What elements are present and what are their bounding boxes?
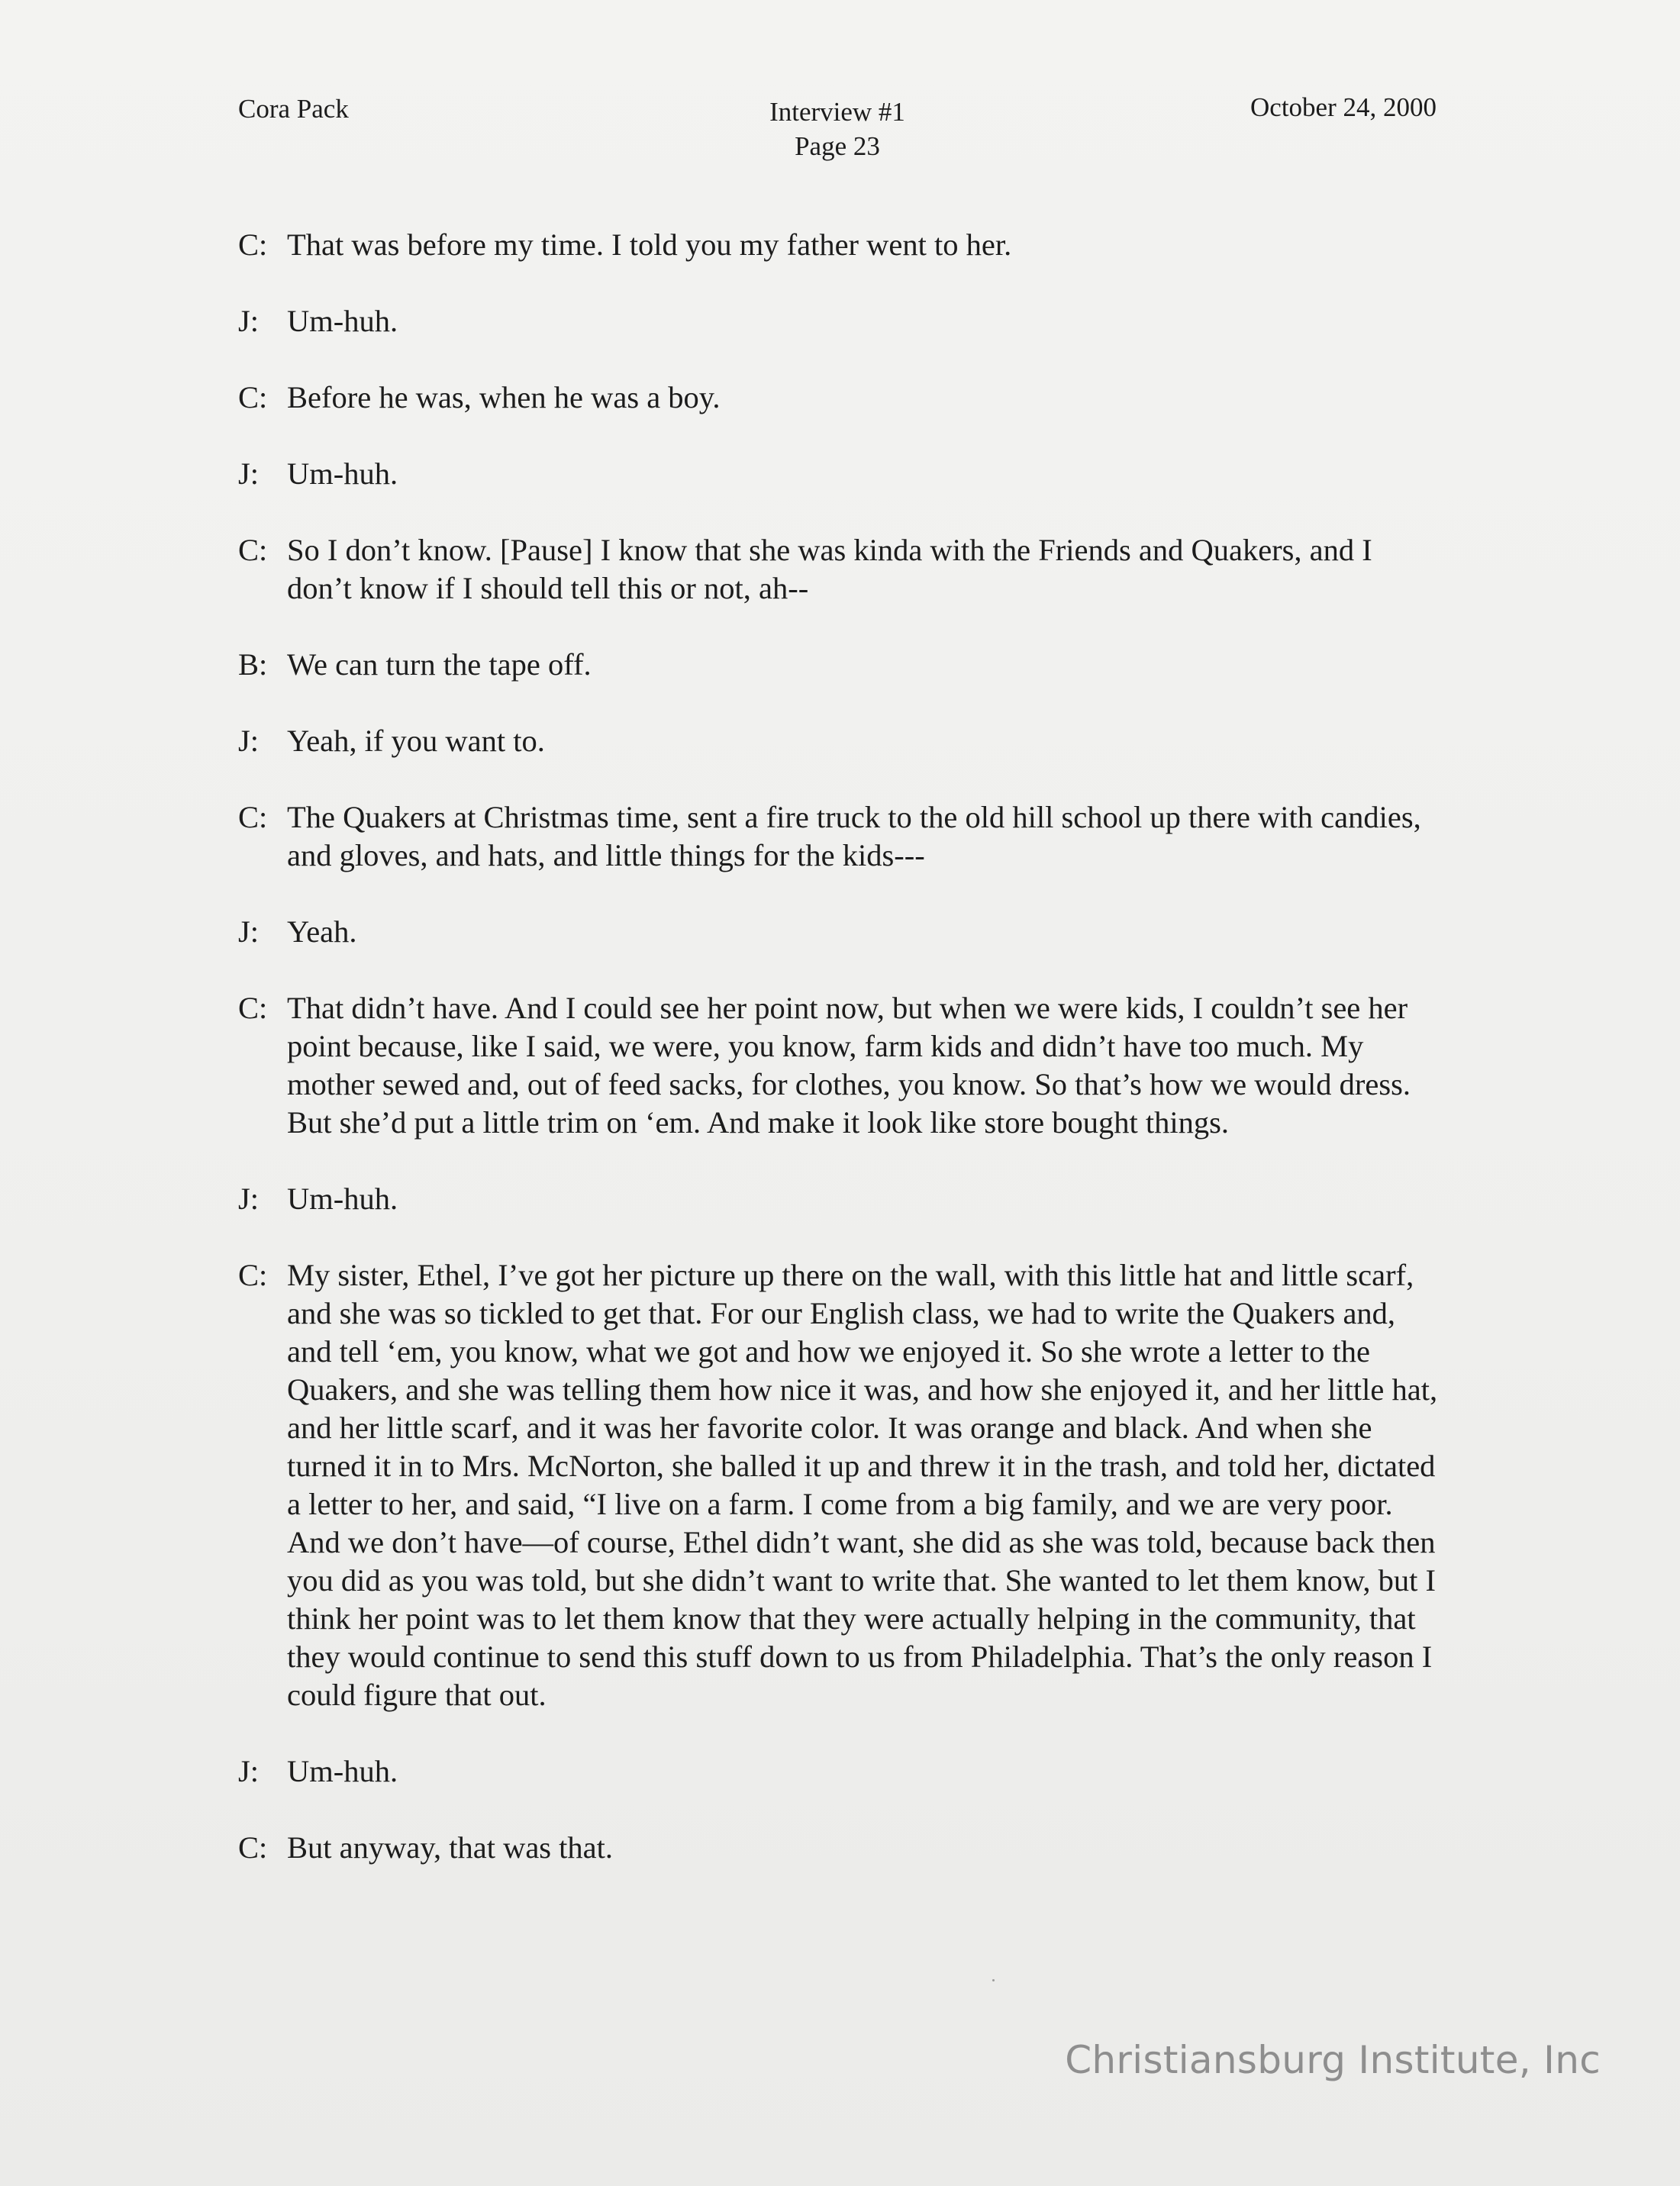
speech-text: Um-huh.: [287, 304, 398, 338]
speaker-label: J:: [238, 1182, 260, 1216]
transcript-turn: [238, 1752, 1444, 1791]
transcript-turn: [238, 798, 1444, 875]
interviewee-name: Cora Pack: [238, 94, 349, 124]
speaker-label: J:: [238, 1754, 260, 1788]
paper-speck: [992, 1979, 995, 1981]
speech-text: Yeah, if you want to.: [287, 724, 545, 758]
transcript-turn: [238, 226, 1444, 264]
speaker-label: B:: [238, 647, 268, 682]
interview-number: Interview #1: [769, 97, 905, 127]
transcript-turn: [238, 989, 1444, 1142]
transcript-turn: [238, 302, 1444, 340]
transcript-turn: [238, 913, 1444, 951]
transcript-turn: [238, 379, 1444, 417]
speech-text: Before he was, when he was a boy.: [287, 380, 721, 414]
transcript-turn: [238, 531, 1444, 608]
speaker-label: C:: [238, 380, 268, 414]
speech-text: Um-huh.: [287, 1182, 398, 1216]
speaker-label: C:: [238, 991, 268, 1025]
speech-text: Yeah.: [287, 914, 357, 949]
speech-text: That was before my time. I told you my father went to her.: [287, 227, 1012, 262]
speech-text: That didn’t have. And I could see her point now, but when we were kids, I couldn’t see her point because, like I said, we were, you know, farm kids and didn’t have too much. My mother sewed and, out of feed sacks, for clothes, you know. So that’s how we would dress. But she’d put a little trim on ‘em. And make it look like store bought things.: [287, 991, 1411, 1140]
speech-text: The Quakers at Christmas time, sent a fire truck to the old hill school up there with candies, and gloves, and hats, and little things for the kids---: [287, 800, 1421, 872]
page-number: Page 23: [795, 131, 880, 161]
speech-text: But anyway, that was that.: [287, 1830, 614, 1865]
interview-date: October 24, 2000: [1250, 92, 1437, 122]
speaker-label: J:: [238, 724, 260, 758]
transcript-turn: [238, 722, 1444, 760]
transcript-turn: [238, 1256, 1444, 1714]
speech-text: Um-huh.: [287, 456, 398, 491]
speech-text: We can turn the tape off.: [287, 647, 592, 682]
transcript-turn: [238, 1829, 1444, 1867]
speech-text: Um-huh.: [287, 1754, 398, 1788]
speaker-label: C:: [238, 1830, 268, 1865]
speaker-label: J:: [238, 914, 260, 949]
speech-text: My sister, Ethel, I’ve got her picture up there on the wall, with this little hat and little scarf, and she was so tickled to get that. For our English class, we had to write the Quakers and, and tell ‘em, you know, what we got and how we enjoyed it. So she wrote a letter to the Quakers, and she was telling them how nice it was, and how she enjoyed it, and her little hat, and her little scarf, and it was her favorite color. It was orange and black. And when she turned it in to Mrs. McNorton, she balled it up and threw it in the trash, and told her, dictated a letter to her, and said, “I live on a farm. I come from a big family, and we are very poor. And we don’t have—of course, Ethel didn’t want, she did as she was told, because back then you did as you was told, but she didn’t want to write that. She wanted to let them know, but I think her point was to let them know that they were actually helping in the community, that they would continue to send this stuff down to us from Philadelphia. That’s the only reason I could figure that out.: [287, 1258, 1438, 1712]
page-header: [238, 90, 1437, 166]
speaker-label: C:: [238, 533, 268, 567]
transcript-turn: [238, 455, 1444, 493]
speaker-label: J:: [238, 304, 260, 338]
transcript-turn: [238, 1180, 1444, 1218]
transcript-body: [238, 226, 1444, 1905]
speaker-label: C:: [238, 1258, 268, 1292]
speaker-label: J:: [238, 456, 260, 491]
watermark: Christiansburg Institute, Inc: [1065, 2038, 1601, 2082]
speech-text: So I don’t know. [Pause] I know that she was kinda with the Friends and Quakers, and I don’t know if I should tell this or not, ah--: [287, 533, 1372, 605]
speaker-label: C:: [238, 227, 268, 262]
transcript-turn: [238, 646, 1444, 684]
speaker-label: C:: [238, 800, 268, 834]
